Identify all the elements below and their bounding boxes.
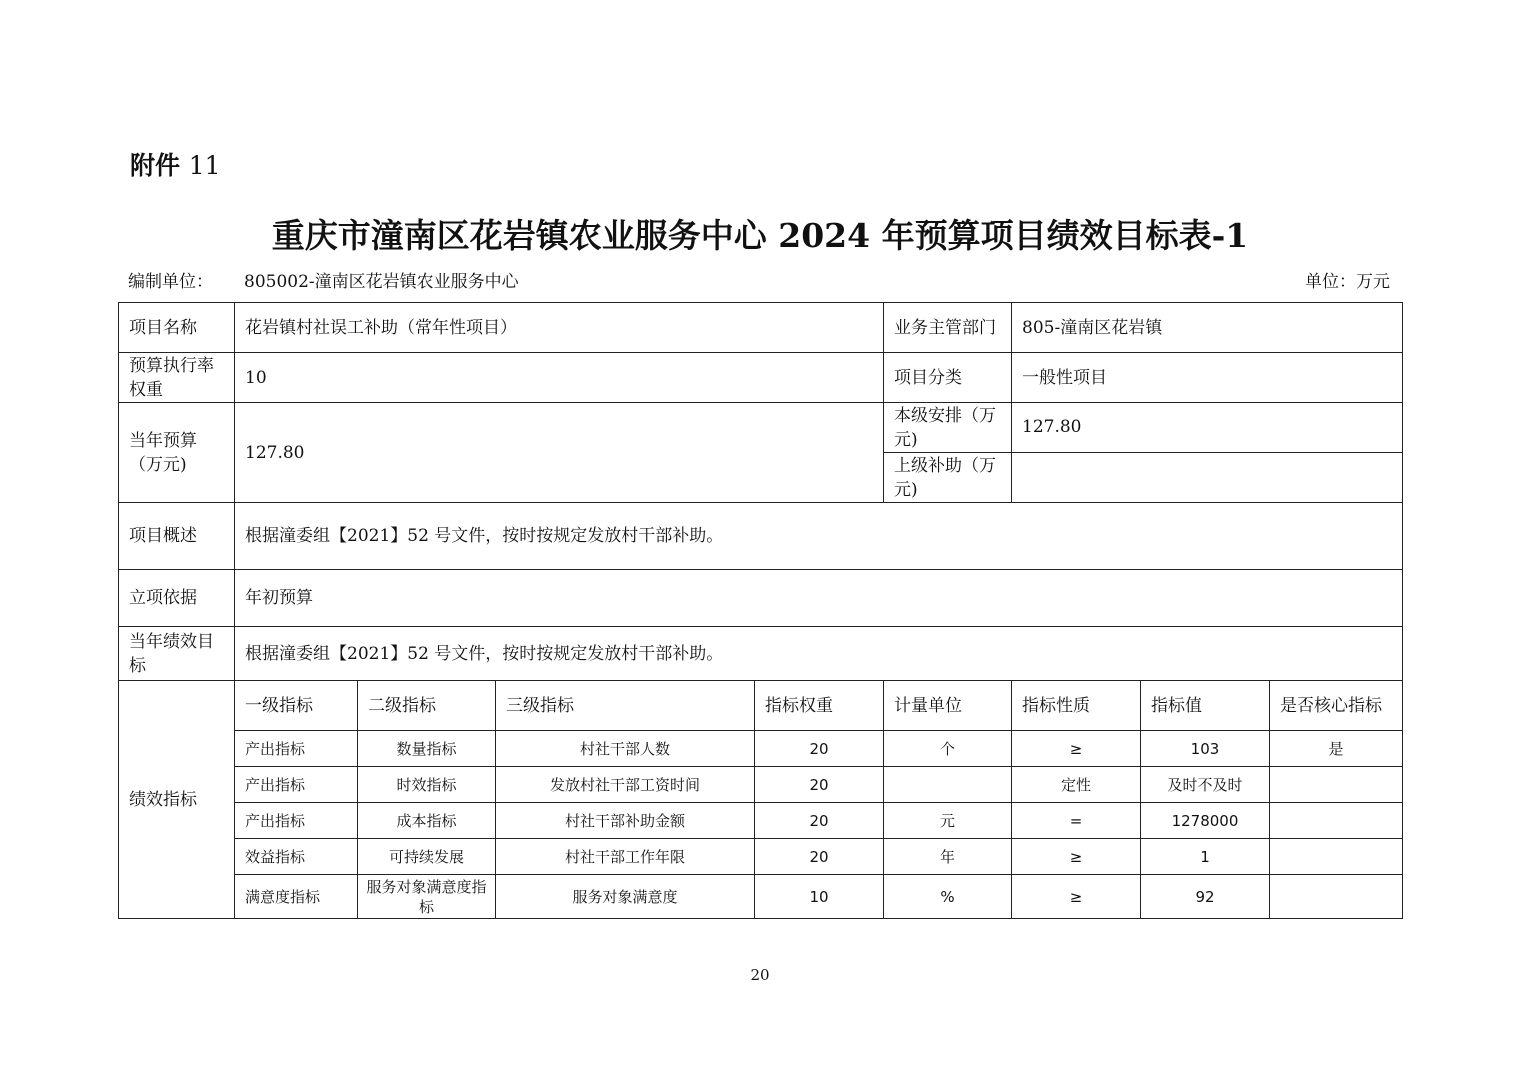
category-label: 项目分类 [884,353,1012,403]
table-row [119,731,1403,767]
cell-l1: 产出指标 [235,767,358,803]
table-row [119,803,1403,839]
table-row [119,839,1403,875]
cell-weight: 20 [755,803,884,839]
cell-core: 是 [1270,731,1403,767]
cell-nature: ≥ [1012,731,1141,767]
project-name-value: 花岩镇村社误工补助（常年性项目） [235,303,884,353]
category-value: 一般性项目 [1012,353,1403,403]
budget-label: 当年预算（万元) [119,403,235,503]
cell-value: 1 [1141,839,1270,875]
cell-core [1270,803,1403,839]
cell-nature: ≥ [1012,875,1141,919]
overview-label: 项目概述 [119,503,235,570]
indicators-label: 绩效指标 [119,681,235,919]
exec-weight-label: 预算执行率权重 [119,353,235,403]
cell-nature: ≥ [1012,839,1141,875]
cell-l3: 服务对象满意度 [496,875,755,919]
cell-weight: 20 [755,767,884,803]
cell-weight: 20 [755,839,884,875]
compile-unit-label: 编制单位： [128,272,213,292]
header-cell: 指标值 [1141,681,1270,731]
table-row [119,875,1403,919]
cell-unit: 年 [884,839,1012,875]
upper-label: 上级补助（万元) [884,453,1012,503]
cell-l1: 产出指标 [235,731,358,767]
header-cell: 三级指标 [496,681,755,731]
header-cell: 二级指标 [358,681,496,731]
performance-table [118,302,1403,919]
cell-value: 1278000 [1141,803,1270,839]
cell-unit: 个 [884,731,1012,767]
cell-core [1270,839,1403,875]
cell-l2: 服务对象满意度指标 [358,875,496,919]
upper-value [1012,453,1403,503]
goal-value: 根据潼委组【2021】52 号文件，按时按规定发放村干部补助。 [235,627,1403,681]
attachment-label [130,146,221,182]
header-cell: 是否核心指标 [1270,681,1403,731]
cell-value: 103 [1141,731,1270,767]
dept-label: 业务主管部门 [884,303,1012,353]
cell-l2: 数量指标 [358,731,496,767]
header-cell: 一级指标 [235,681,358,731]
local-label: 本级安排（万元) [884,403,1012,453]
cell-l1: 满意度指标 [235,875,358,919]
cell-unit: % [884,875,1012,919]
cell-core [1270,875,1403,919]
cell-l2: 可持续发展 [358,839,496,875]
dept-value: 805-潼南区花岩镇 [1012,303,1403,353]
header-cell: 指标权重 [755,681,884,731]
header-cell: 指标性质 [1012,681,1141,731]
cell-unit: 元 [884,803,1012,839]
table-row [119,767,1403,803]
overview-value: 根据潼委组【2021】52 号文件，按时按规定发放村干部补助。 [235,503,1403,570]
basis-label: 立项依据 [119,570,235,627]
cell-value: 及时不及时 [1141,767,1270,803]
local-value: 127.80 [1012,403,1403,453]
cell-unit [884,767,1012,803]
unit-label: 单位：万元 [1305,272,1390,292]
project-name-label: 项目名称 [119,303,235,353]
attachment-label-text: 附件 [130,151,181,180]
cell-core [1270,767,1403,803]
page-title: 重庆市潼南区花岩镇农业服务中心 2024 年预算项目绩效目标表-1 [271,216,1249,255]
cell-l3: 村社干部工作年限 [496,839,755,875]
basis-value: 年初预算 [235,570,1403,627]
cell-l2: 成本指标 [358,803,496,839]
attachment-number: 11 [188,151,221,180]
cell-l3: 村社干部人数 [496,731,755,767]
cell-l3: 发放村社干部工资时间 [496,767,755,803]
cell-l2: 时效指标 [358,767,496,803]
cell-l1: 效益指标 [235,839,358,875]
cell-weight: 20 [755,731,884,767]
cell-weight: 10 [755,875,884,919]
cell-l1: 产出指标 [235,803,358,839]
budget-value: 127.80 [235,403,884,503]
header-cell: 计量单位 [884,681,1012,731]
exec-weight-value: 10 [235,353,884,403]
page-number: 20 [750,966,770,984]
cell-value: 92 [1141,875,1270,919]
cell-l3: 村社干部补助金额 [496,803,755,839]
cell-nature: 定性 [1012,767,1141,803]
cell-nature: = [1012,803,1141,839]
compile-unit-value: 805002-潼南区花岩镇农业服务中心 [244,272,519,292]
goal-label: 当年绩效目标 [119,627,235,681]
